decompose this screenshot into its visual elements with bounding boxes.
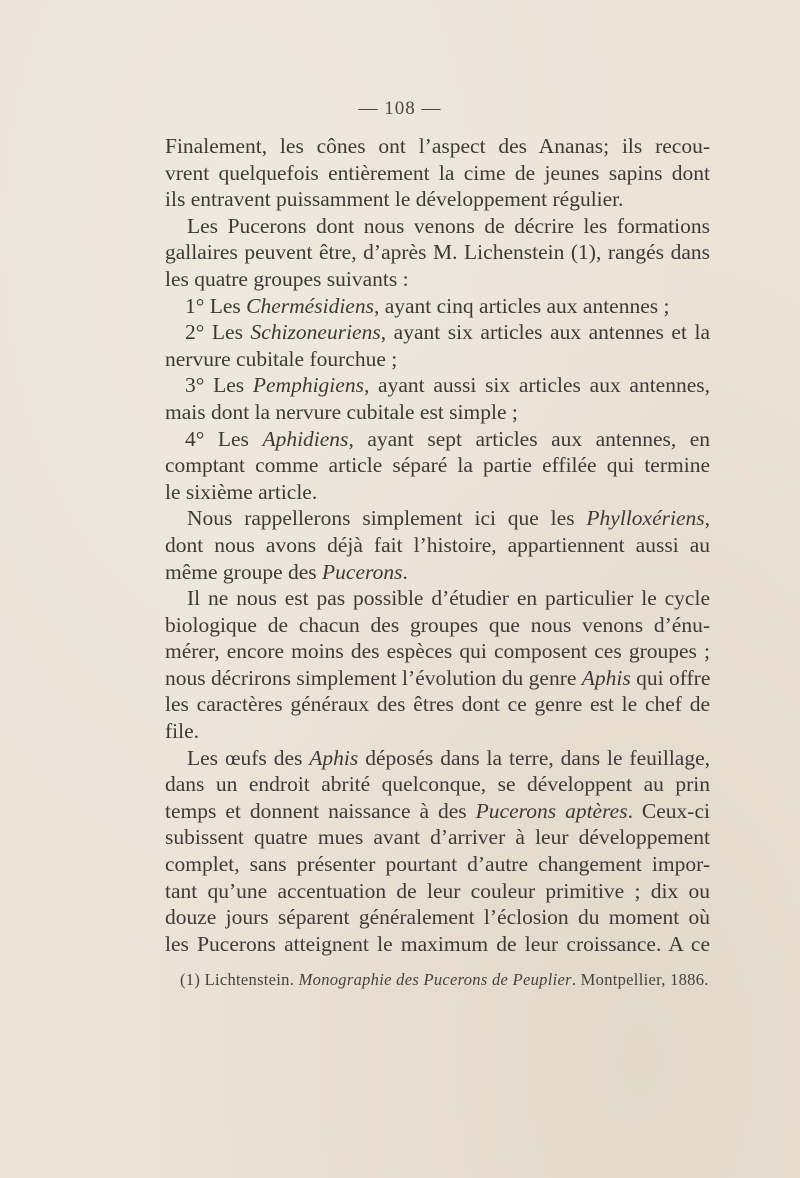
- italic-term: Pucerons aptères: [475, 798, 628, 823]
- text-line: dont nous avons déjà fait l’histoire, appartiennent aussi au: [165, 532, 710, 557]
- list-item-3: [165, 372, 710, 399]
- list-before: Les: [217, 426, 249, 451]
- list-after: , ayant six articles aux antennes et la: [380, 320, 711, 345]
- text-span: Nous rappellerons simplement ici que les: [187, 506, 575, 531]
- list-before: Les: [209, 293, 241, 318]
- text-line: [165, 559, 710, 586]
- list-number: 1°: [185, 293, 205, 318]
- text-line: file.: [165, 719, 200, 744]
- text-line: nervure cubitale fourchue ;: [165, 346, 398, 371]
- text-span: temps et donnent naissance à des: [165, 798, 467, 823]
- group-name: Chermésidiens: [246, 293, 374, 318]
- list-number: 2°: [185, 320, 205, 345]
- list-before: Les: [213, 373, 245, 398]
- italic-term: Aphis: [309, 745, 359, 770]
- list-item-1: [165, 293, 710, 320]
- list-before: Les: [211, 320, 243, 345]
- text-line: dans un endroit abrité quelconque, se développent au prin: [165, 772, 710, 797]
- list-item-2: [165, 319, 710, 346]
- text-line: les Pucerons atteignent le maximum de leur croissance. A ce: [165, 931, 710, 956]
- text-line: le sixième article.: [165, 479, 318, 504]
- group-name: Schizoneuriens: [250, 320, 381, 345]
- group-name: Pemphigiens: [252, 373, 364, 398]
- text-span: même groupe des: [165, 559, 317, 584]
- italic-term: Pucerons: [322, 559, 403, 584]
- text-line: Finalement, les cônes ont l’aspect des Ananas; ils recou-: [165, 134, 710, 158]
- text-span: ,: [704, 506, 711, 531]
- text-line: complet, sans présenter pourtant d’autre changement impor-: [165, 852, 710, 877]
- text-line: [165, 798, 710, 825]
- text-span: Les œufs des: [187, 745, 303, 770]
- text-span: .: [402, 559, 408, 584]
- text-line: mais dont la nervure cubitale est simple ;: [165, 399, 518, 424]
- group-name: Aphidiens: [262, 426, 349, 451]
- list-after: , ayant aussi six articles aux antennes,: [363, 373, 711, 398]
- list-number: 4°: [185, 426, 205, 451]
- body-text: [165, 133, 710, 957]
- text-line: ils entravent puissamment le développement régulier.: [165, 187, 624, 212]
- text-line: douze jours séparent généralement l’éclosion du moment où: [165, 905, 710, 930]
- page-number: — 108 —: [358, 98, 442, 119]
- text-line: les caractères généraux des êtres dont ce genre est le chef de: [165, 692, 710, 717]
- text-line: Les Pucerons dont nous venons de décrire les formations: [187, 213, 710, 238]
- text-line: comptant comme article séparé la partie effilée qui termine: [165, 453, 710, 478]
- text-span: nous décrirons simplement l’évolution du genre: [165, 665, 577, 690]
- footnote-author: Lichtenstein.: [204, 970, 295, 989]
- text-span: qui offre: [636, 665, 711, 690]
- text-line: mérer, encore moins des espèces qui composent ces groupes ;: [165, 639, 710, 664]
- list-after: , ayant cinq articles aux antennes ;: [373, 293, 670, 318]
- text-line: [165, 745, 710, 772]
- footnote: [180, 970, 720, 990]
- list-number: 3°: [185, 373, 205, 398]
- text-line: subissent quatre mues avant d’arriver à leur développement: [165, 825, 710, 850]
- list-item-4: [165, 426, 710, 453]
- text-line: [165, 505, 710, 532]
- text-line: biologique de chacun des groupes que nous venons d’énu-: [165, 612, 710, 637]
- text-line: tant qu’une accentuation de leur couleur primitive ; dix ou: [165, 878, 710, 903]
- text-span: déposés dans la terre, dans le feuillage,: [365, 745, 711, 770]
- footnote-title: Monographie des Pucerons de Peuplier: [298, 970, 572, 989]
- italic-term: Phylloxériens: [586, 506, 705, 531]
- italic-term: Aphis: [581, 665, 631, 690]
- text-line: Il ne nous est pas possible d’étudier en particulier le cycle: [187, 586, 710, 611]
- text-line: [165, 665, 710, 692]
- footnote-marker: (1): [180, 970, 201, 989]
- text-span: . Ceux-ci: [627, 798, 710, 823]
- list-after: , ayant sept articles aux antennes, en: [348, 426, 711, 451]
- footnote-rest: . Montpellier, 1886.: [571, 970, 709, 989]
- text-line: les quatre groupes suivants :: [165, 266, 409, 291]
- text-line: gallaires peuvent être, d’après M. Lichenstein (1), rangés dans: [165, 240, 710, 265]
- text-line: vrent quelquefois entièrement la cime de jeunes sapins dont: [165, 160, 710, 185]
